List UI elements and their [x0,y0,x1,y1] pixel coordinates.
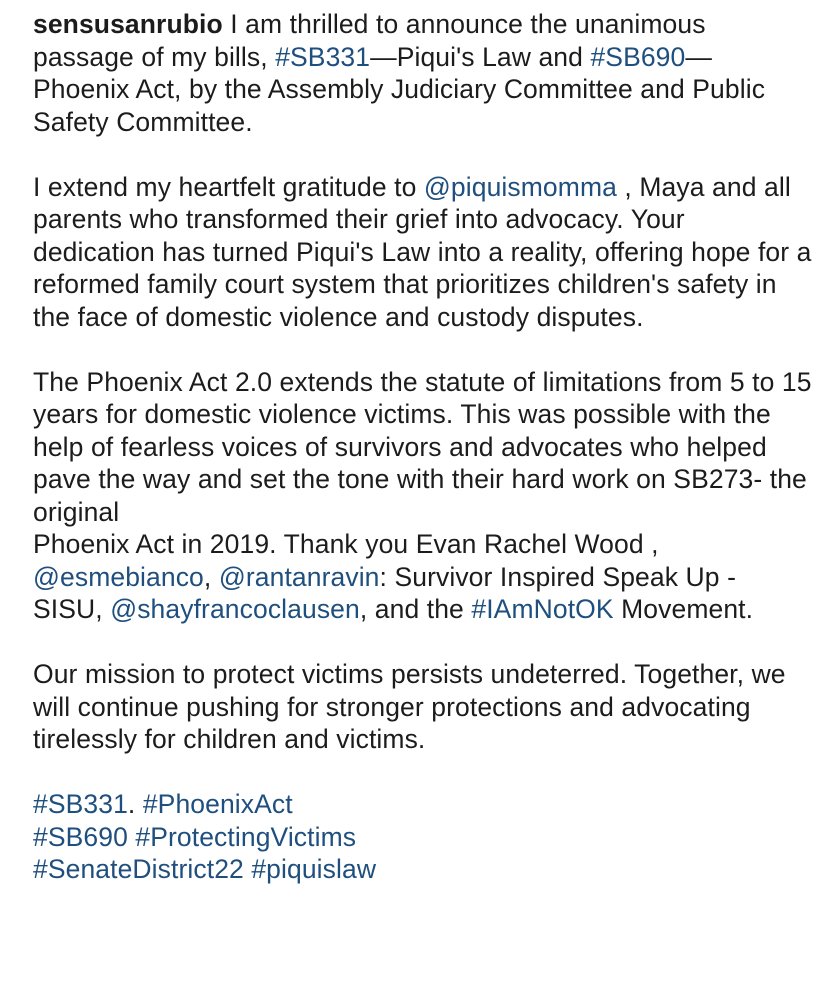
caption-paragraph-phoenix-act [33,366,813,529]
mention-piquismomma[interactable]: @piquismomma [423,171,617,202]
caption-paragraph-announcement [33,8,813,138]
caption-paragraph-gratitude [33,171,813,334]
caption-paragraph-mission [33,658,813,756]
post-caption [33,8,813,886]
hashtag-protectingvictims[interactable]: #ProtectingVictims [135,821,357,852]
caption-text: : Survivor Inspired Speak Up - SISU, [33,561,737,624]
mention-rantanravin[interactable]: @rantanravin [218,561,380,592]
caption-text: Our mission to protect victims persists undeterred. Together, we will continue pushing for stronger protections and advocating tirelessly for children and victims. [33,659,786,754]
caption-paragraph-thanks [33,528,813,626]
paragraph-gap [33,756,813,789]
caption-text: I extend my heartfelt gratitude to [33,171,424,202]
caption-text: Movement. [613,594,754,624]
caption-text: —Piqui's Law and [370,41,591,72]
hashtag-sb331[interactable]: #SB331 [275,41,371,72]
mention-shayfrancoclausen[interactable]: @shayfrancoclausen [110,594,360,624]
caption-hashtags [33,788,813,886]
caption-text: I am thrilled to announce the unanimous passage of my bills, [33,9,706,72]
hashtag-senatedistrict22[interactable]: #SenateDistrict22 [33,854,244,884]
hashtag-piquislaw[interactable]: #piquislaw [251,854,377,884]
hashtag-sb331[interactable]: #SB331 [33,789,128,819]
hashtag-iamnotok[interactable]: #IAmNotOK [471,594,614,624]
mention-esmebianco[interactable]: @esmebianco [33,561,204,592]
caption-text: , Maya and all parents who transformed their grief into advocacy. Your dedication has turned Piqui's Law into a reality, offering hope for a reformed family court system that prioritizes children's safety in the face of domestic violence and custody disputes. [33,171,812,332]
caption-text: , [203,561,219,592]
caption-text: , and the [359,594,472,624]
caption-text: — Phoenix Act, by the Assembly Judiciary Committee and Public Safety Committee. [33,41,766,137]
caption-text: . [127,789,143,819]
username-link[interactable]: sensusanrubio [33,9,223,39]
hashtag-phoenixact[interactable]: #PhoenixAct [142,789,293,819]
paragraph-gap [33,138,813,171]
paragraph-gap [33,333,813,366]
hashtag-sb690[interactable]: #SB690 [33,821,128,852]
caption-text: Phoenix Act in 2019. Thank you Evan Rachel Wood , [33,529,659,559]
caption-text: The Phoenix Act 2.0 extends the statute of limitations from 5 to 15 years for domestic violence victims. This was possible with the help of fearless voices of survivors and advocates who helped pave the way and set the tone with their hard work on SB273- the original [33,366,812,527]
paragraph-gap [33,626,813,659]
hashtag-sb690[interactable]: #SB690 [590,41,686,72]
